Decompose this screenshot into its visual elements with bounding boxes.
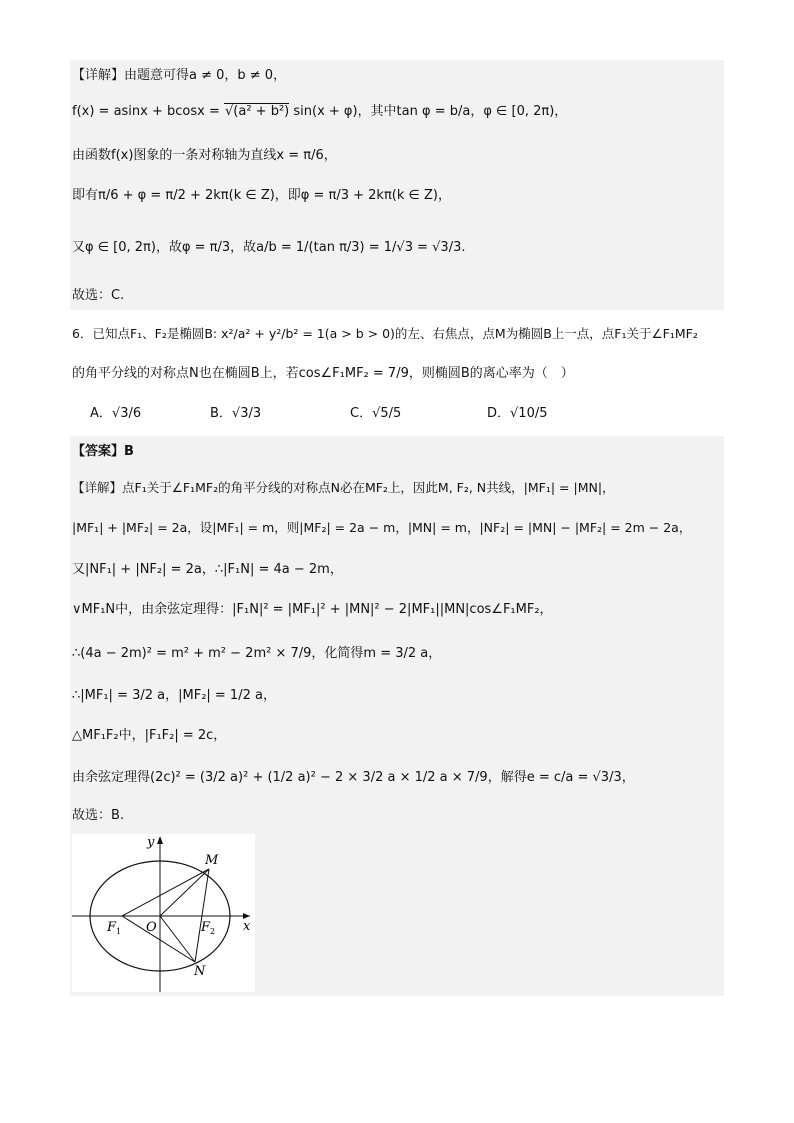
option-b[interactable] xyxy=(210,404,261,424)
answer6-line7: △MF₁F₂中，|F₁F₂| = 2c， xyxy=(72,728,227,743)
label-x: x xyxy=(243,919,251,934)
option-d-label: D． xyxy=(487,406,511,421)
y-axis-arrow-icon xyxy=(157,836,163,844)
label-F1-sub: 1 xyxy=(116,927,122,936)
label-O: O xyxy=(146,920,157,935)
label-y: y xyxy=(147,835,155,850)
option-d-value: √10/5 xyxy=(510,406,548,421)
ellipse-figure xyxy=(72,834,255,992)
solution5-line5: 又φ ∈ [0, 2π)，故φ = π/3，故a/b = 1/(tan π/3) = 1/√3 = √3/3. xyxy=(72,240,466,255)
solution5-line6: 故选：C. xyxy=(72,288,125,303)
answer6-line5: ∴(4a − 2m)² = m² + m² − 2m² × 7/9，化简得m = 3/2 a， xyxy=(72,646,442,661)
question6-line2: 的角平分线的对称点N也在椭圆B上，若cos∠F₁MF₂ = 7/9，则椭圆B的离心率为（ ） xyxy=(72,366,574,381)
label-M: M xyxy=(205,853,219,868)
label-F2-sub: 2 xyxy=(210,927,216,936)
answer6-line9: 故选：B. xyxy=(72,808,125,823)
solution5-line4: 即有π/6 + φ = π/2 + 2kπ(k ∈ Z)，即φ = π/3 + 2kπ(k ∈ Z)， xyxy=(72,188,451,203)
segment-ON xyxy=(160,916,195,962)
answer6-answer: 【答案】B xyxy=(72,444,134,459)
answer6-line1: 【详解】点F₁关于∠F₁MF₂的角平分线的对称点N必在MF₂上，因此M, F₂, N共线，|MF₁| = |MN|， xyxy=(72,480,615,495)
option-a-label: A． xyxy=(90,406,112,421)
segment-OM xyxy=(160,869,209,916)
option-c-label: C． xyxy=(350,406,373,421)
label-F1: F xyxy=(107,920,117,935)
answer6-line6: ∴|MF₁| = 3/2 a，|MF₂| = 1/2 a， xyxy=(72,688,276,703)
answer6-line2: |MF₁| + |MF₂| = 2a，设|MF₁| = m，则|MF₂| = 2a − m，|MN| = m，|NF₂| = |MN| − |MF₂| = 2m − 2a， xyxy=(72,520,692,535)
question6-line1: 6．已知点F₁、F₂是椭圆B: x²/a² + y²/b² = 1(a > b > 0)的左、右焦点，点M为椭圆B上一点，点F₁关于∠F₁MF₂ xyxy=(72,326,698,341)
segment-F1M xyxy=(122,869,209,916)
solution5-line1: 【详解】由题意可得a ≠ 0，b ≠ 0， xyxy=(72,68,287,83)
ellipse-diagram xyxy=(72,834,255,992)
option-b-value: √3/3 xyxy=(231,406,262,421)
option-b-label: B． xyxy=(210,406,232,421)
solution5-line3: 由函数f(x)图象的一条对称轴为直线x = π/6， xyxy=(72,148,337,163)
answer6-line4: ∨MF₁N中，由余弦定理得：|F₁N|² = |MF₁|² + |MN|² − 2|MF₁||MN|cos∠F₁MF₂， xyxy=(72,602,553,617)
label-N: N xyxy=(194,964,206,979)
answer6-line8: 由余弦定理得(2c)² = (3/2 a)² + (1/2 a)² − 2 × 3/2 a × 1/2 a × 7/9，解得e = c/a = √3/3， xyxy=(72,770,635,785)
option-d[interactable] xyxy=(487,404,548,424)
sqrt-a2-b2: √(a² + b²) xyxy=(225,104,290,119)
option-c-value: √5/5 xyxy=(372,406,402,421)
option-a-value: √3/6 xyxy=(111,406,142,421)
solution-5-background xyxy=(70,60,724,310)
solution5-line2 xyxy=(72,102,567,122)
solution5-line2-part-c: sin(x + φ)，其中tan φ = b/a，φ ∈ [0, 2π)， xyxy=(289,104,568,119)
label-F2: F xyxy=(201,920,211,935)
option-a[interactable] xyxy=(90,404,141,424)
segment-F1N xyxy=(122,916,195,962)
answer6-line3: 又|NF₁| + |NF₂| = 2a，∴|F₁N| = 4a − 2m， xyxy=(72,562,343,577)
option-c[interactable] xyxy=(350,404,401,424)
solution5-line2-part-a: f(x) = asinx + bcosx = xyxy=(72,104,224,119)
